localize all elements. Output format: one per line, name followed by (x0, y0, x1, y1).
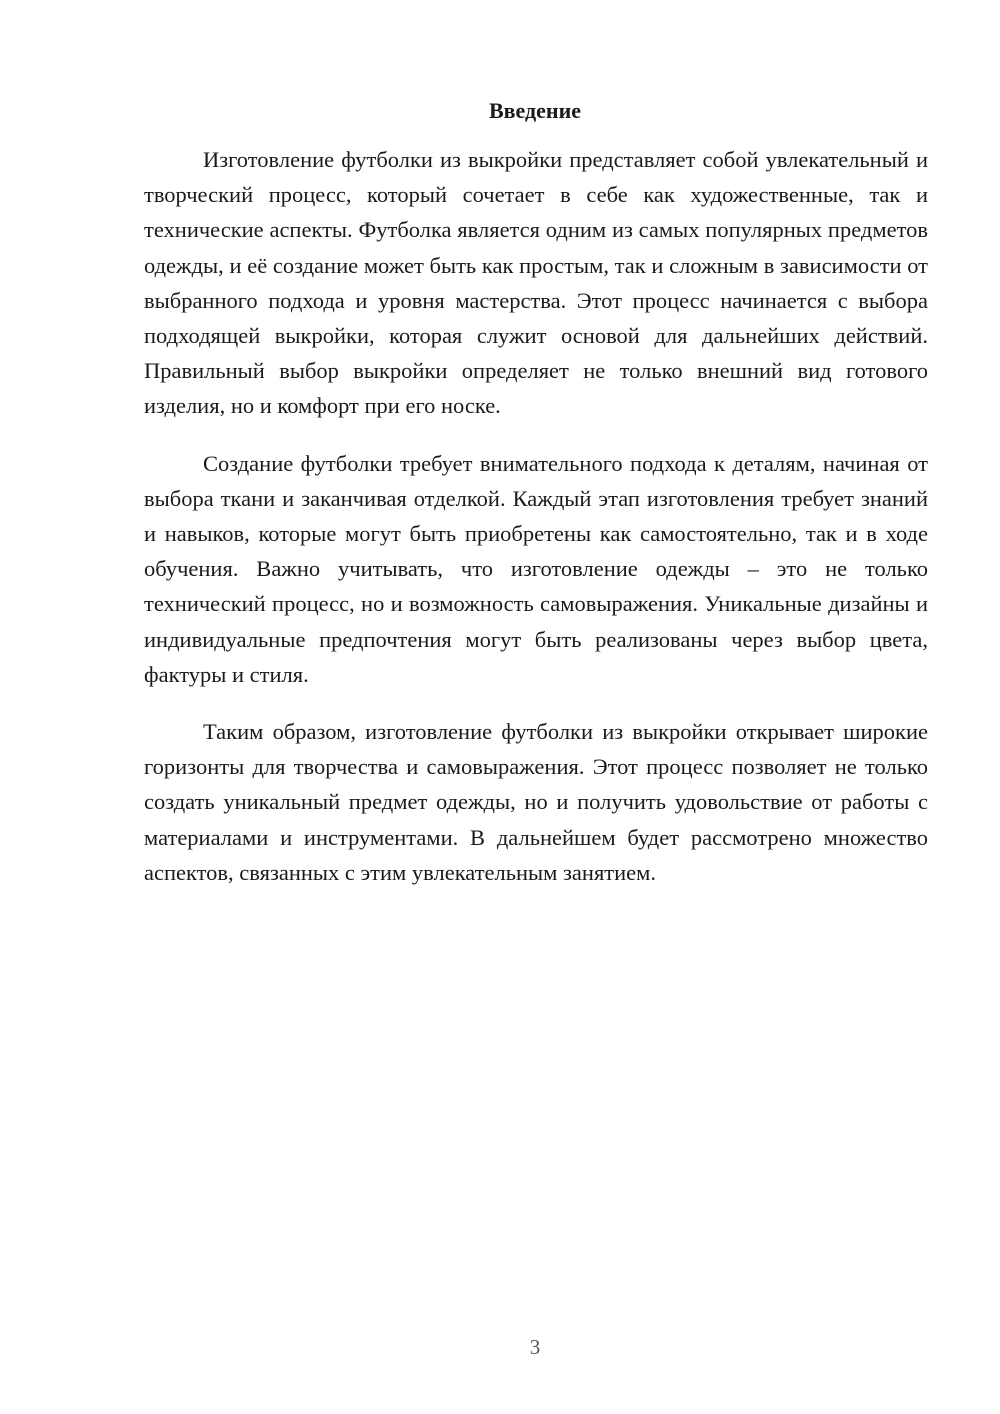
paragraph-2: Создание футболки требует внимательного подхода к деталям, начиная от выбора ткани и заканчивая отделкой. Каждый этап изготовления требует знаний и навыков, которые могут быть приобретены как самостоятельно, так и в ходе обучения. Важно учитывать, что изготовление одежды – это не только технический процесс, но и возможность самовыражения. Уникальные дизайны и индивидуальные предпочтения могут быть реализованы через выбор цвета, фактуры и стиля. (144, 450, 928, 687)
body-text (144, 142, 928, 912)
page-number: 3 (529, 1335, 541, 1359)
paragraph-3: Таким образом, изготовление футболки из выкройки открывает широкие горизонты для творчества и самовыражения. Этот процесс позволяет не только создать уникальный предмет одежды, но и получить удовольствие от работы с материалами и инструментами. В дальнейшем будет рассмотрено множество аспектов, связанных с этим увлекательным занятием. (144, 719, 928, 885)
paragraph-1: Изготовление футболки из выкройки представляет собой увлекательный и творческий процесс, который сочетает в себе как художественные, так и технические аспекты. Футболка является одним из самых популярных предметов одежды, и её создание может быть как простым, так и сложным в зависимости от выбранного подхода и уровня мастерства. Этот процесс начинается с выбора подходящей выкройки, которая служит основой для дальнейших действий. Правильный выбор выкройки определяет не только внешний вид готового изделия, но и комфорт при его носке. (144, 147, 928, 419)
section-heading: Введение (488, 98, 582, 123)
